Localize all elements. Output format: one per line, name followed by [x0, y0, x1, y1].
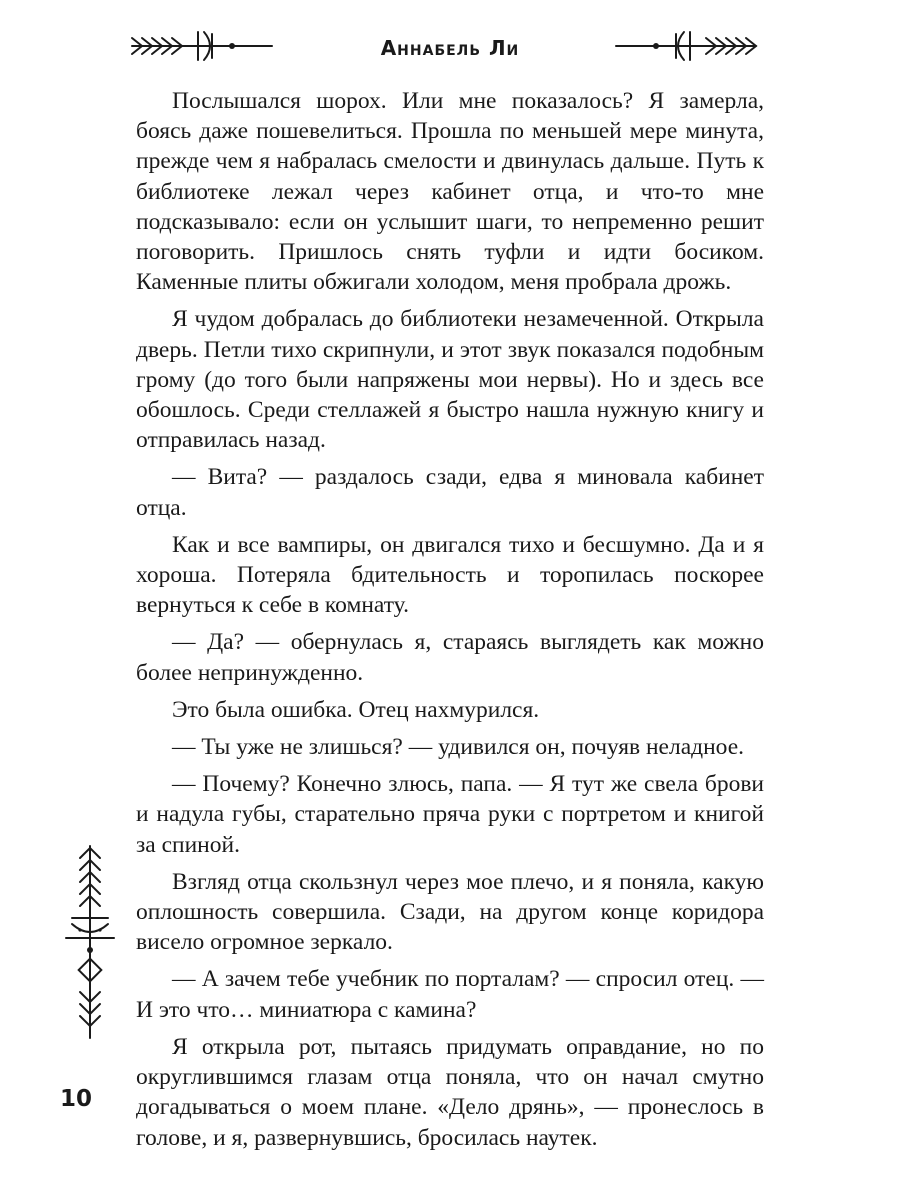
- page-number: 10: [60, 1086, 93, 1112]
- paragraph: — Да? — обернулась я, стараясь выглядеть как можно более непринужденно.: [136, 629, 764, 686]
- page-header: [0, 22, 900, 72]
- body-text: [136, 86, 764, 1160]
- paragraph: Взгляд отца скользнул через мое плечо, и я поняла, какую оплошность совершила. Сзади, на другом конце коридора висело огромное зеркало.: [136, 868, 764, 956]
- paragraph: Я открыла рот, пытаясь придумать оправдание, но по округлившимся глазам отца поняла, что он начал смутно догадываться о моем плане. «Дело дрянь», — пронеслось в голове, и я, развернувшись, бросилась наутек.: [136, 1033, 764, 1151]
- paragraph: Я чудом добралась до библиотеки незамеченной. Открыла дверь. Петли тихо скрипнули, и этот звук показался подобным грому (до того были напряжены мои нервы). Но и здесь все обошлось. Среди стеллажей я быстро нашла нужную книгу и отправилась назад.: [136, 306, 764, 454]
- running-head: Аннабель Ли: [380, 36, 520, 60]
- vertical-arrow-ornament-icon: [58, 842, 122, 1042]
- paragraph: Послышался шорох. Или мне показалось? Я замерла, боясь даже пошевелиться. Прошла по меньшей мере минута, прежде чем я набралась смелости и двинулась дальше. Путь к библиотеке лежал через кабинет отца, и что-то мне подсказывало: если он услышит шаги, то непременно решит поговорить. Пришлось снять туфли и идти босиком. Каменные плиты обжигали холодом, меня пробрала дрожь.: [136, 88, 764, 296]
- paragraph: — Почему? Конечно злюсь, папа. — Я тут же свела брови и надула губы, старательно пряча руки с портретом и книгой за спиной.: [136, 771, 764, 858]
- paragraph: — А зачем тебе учебник по порталам? — спросил отец. — И это что… миниатюра с камина?: [136, 966, 764, 1023]
- paragraph: — Ты уже не злишься? — удивился он, почуяв неладное.: [172, 734, 745, 761]
- paragraph: Как и все вампиры, он двигался тихо и бесшумно. Да и я хороша. Потеряла бдительность и торопилась поскорее вернуться к себе в комнату.: [136, 531, 764, 619]
- paragraph: — Вита? — раздалось сзади, едва я миновала кабинет отца.: [136, 464, 764, 521]
- arrow-ornament-right-icon: [612, 26, 760, 66]
- arrow-ornament-left-icon: [128, 26, 276, 66]
- paragraph: Это была ошибка. Отец нахмурился.: [172, 696, 540, 723]
